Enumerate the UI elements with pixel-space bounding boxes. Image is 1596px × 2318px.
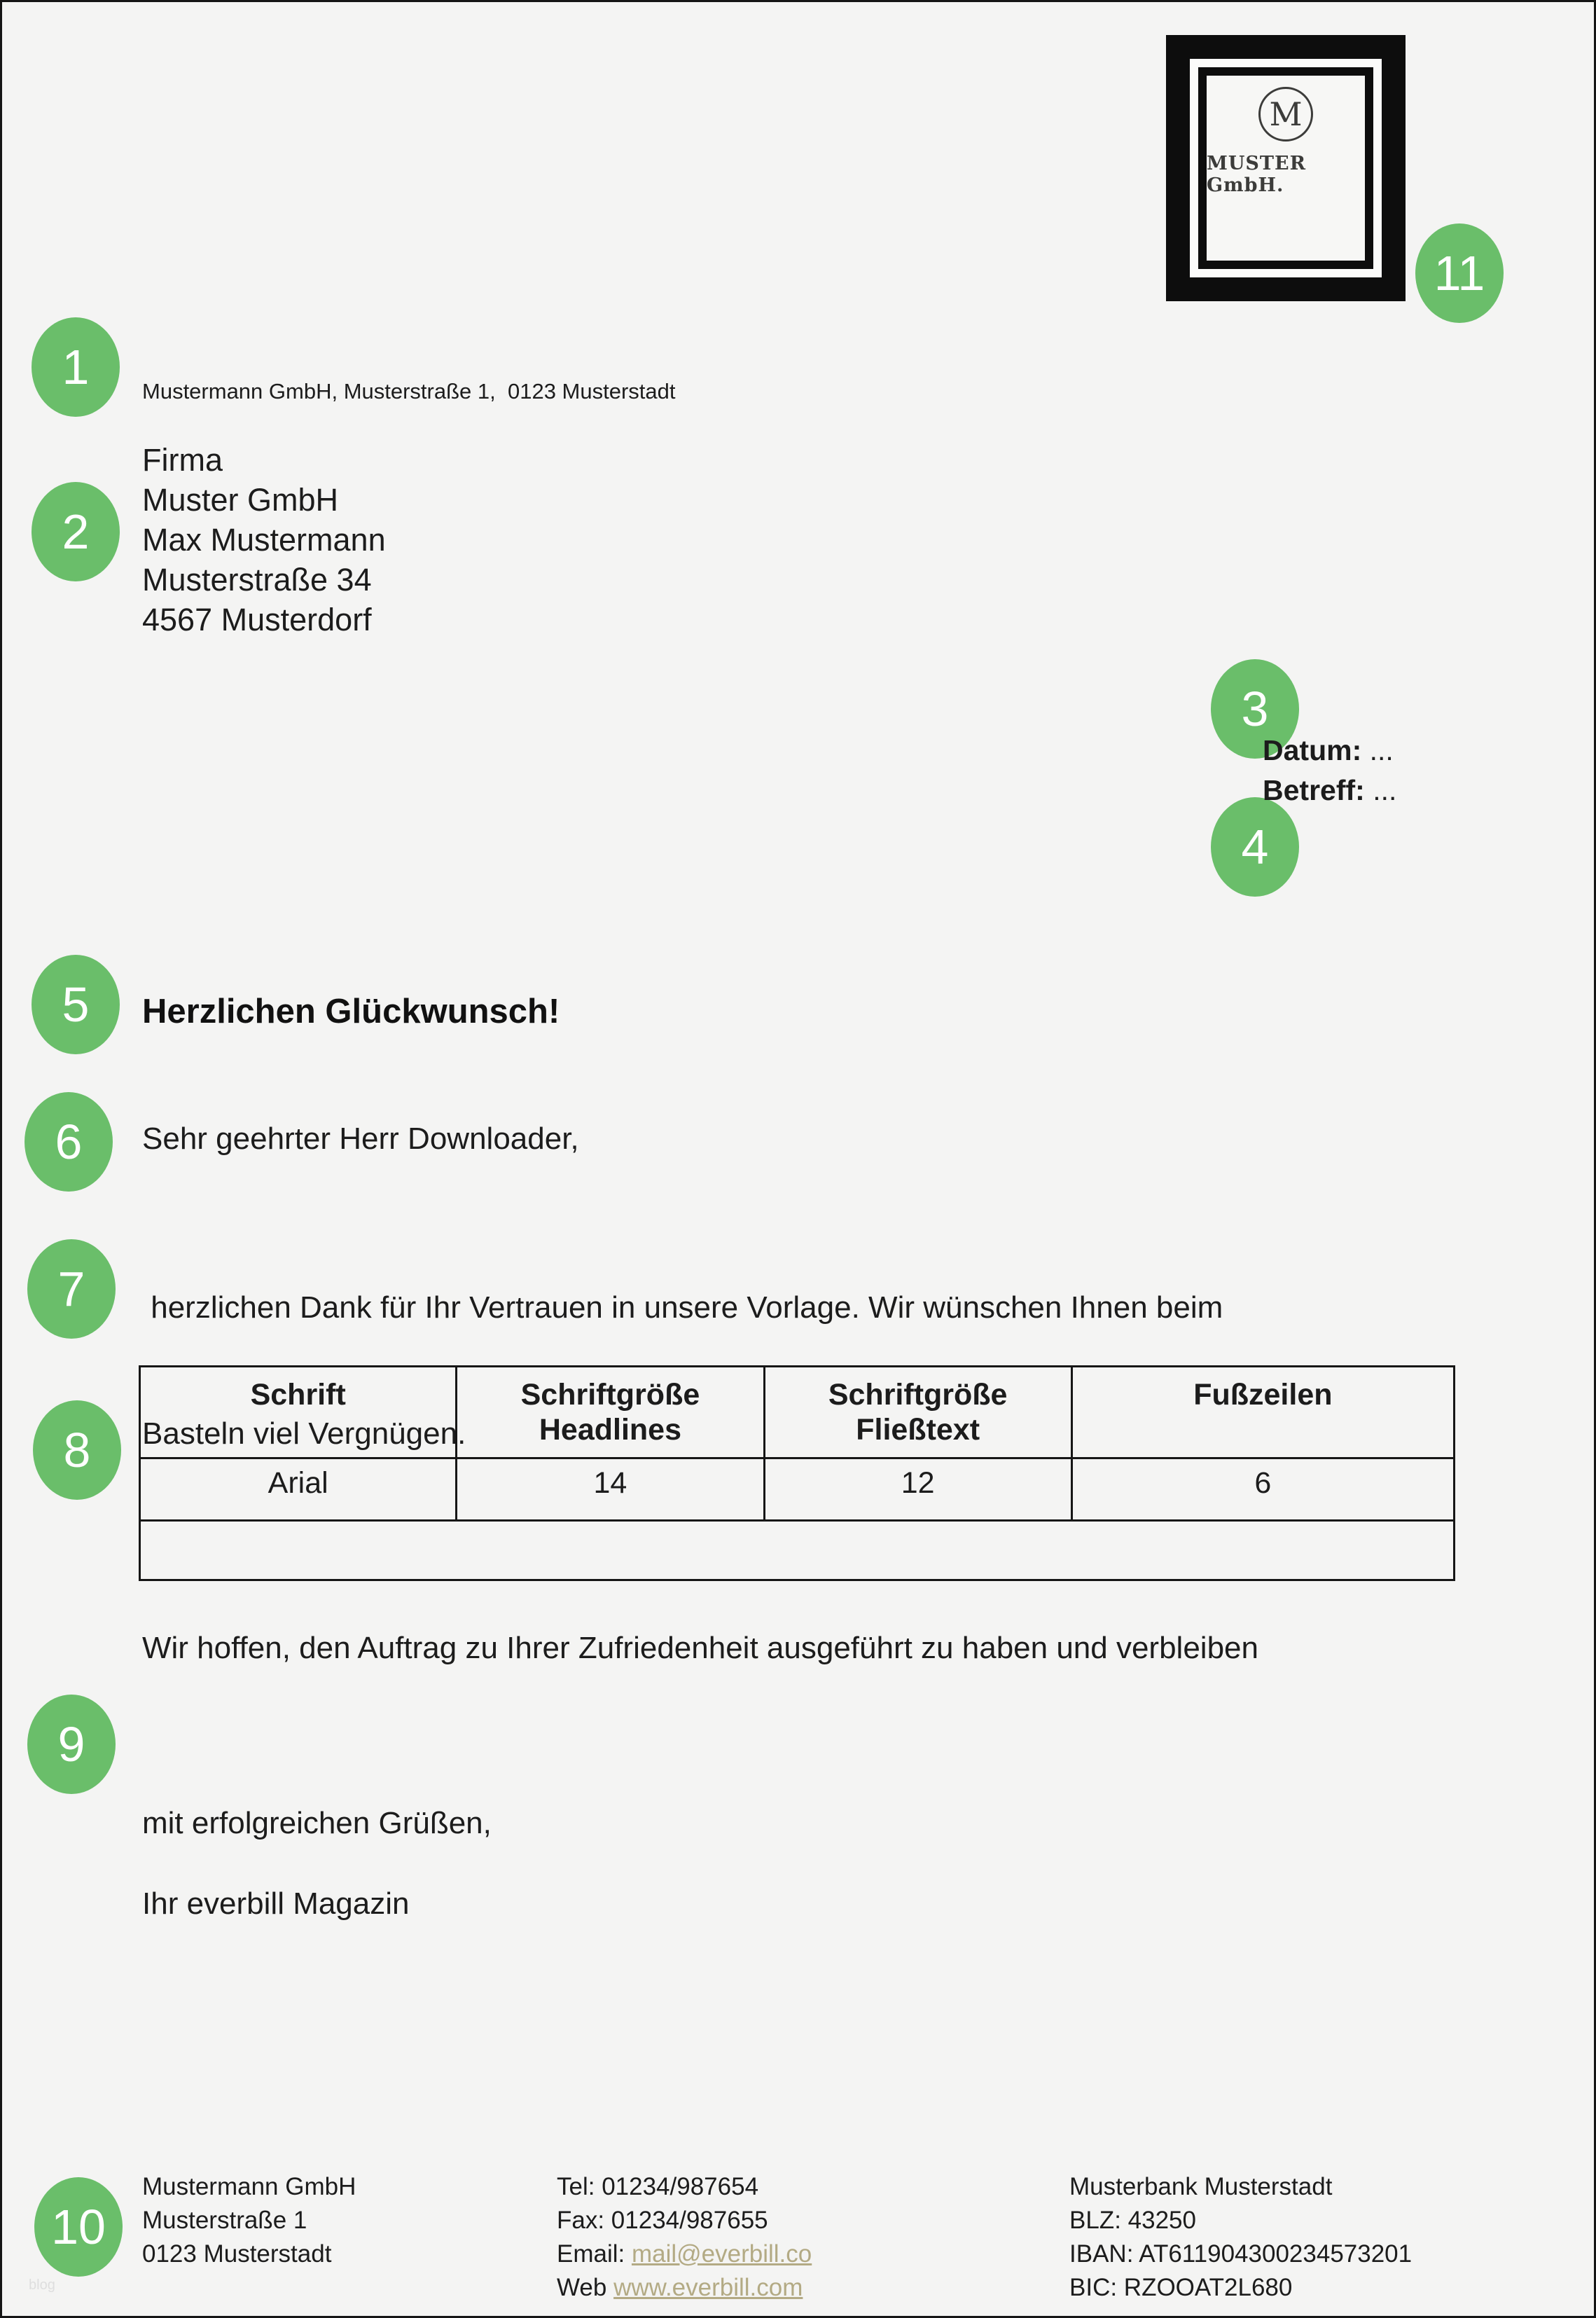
table-header-headlines: Schriftgröße Headlines [457,1367,764,1458]
footer-email-label: Email: [557,2240,632,2268]
annotation-badge-1: 1 [32,317,120,417]
footer-fax: Fax: 01234/987655 [557,2207,768,2234]
footer-bank-iban: IBAN: AT611904300234573201 [1069,2240,1413,2268]
footer-company-street: Musterstraße 1 [142,2207,307,2234]
footer-web-row [557,2271,812,2305]
font-settings-table [139,1365,1455,1581]
date-label: Datum: [1263,734,1362,766]
footer-web-label: Web [557,2274,614,2301]
logo-monogram-letter: M [1269,95,1303,133]
logo-company-name: MUSTER GmbH. [1207,153,1307,196]
footer-bank-name: Musterbank Musterstadt [1069,2173,1333,2200]
recipient-line: 4567 Musterdorf [142,602,372,637]
date-value: ... [1361,734,1394,766]
subject-label: Betreff: [1263,774,1365,806]
footer-bank-blz: BLZ: 43250 [1069,2207,1196,2234]
salutation-line: Sehr geehrter Herr Downloader, [142,1122,579,1156]
watermark-text: blog [29,2277,55,2293]
logo-inner-frame [1198,67,1373,269]
sender-address-line: Mustermann GmbH, Musterstraße 1, 0123 Musterstadt [142,379,676,403]
recipient-line: Musterstraße 34 [142,562,372,598]
body-paragraph-line: Basteln viel Vergnügen. [142,1416,466,1451]
table-cell-headline-size: 14 [457,1458,764,1521]
table-header-schrift: Schrift [140,1367,457,1458]
footer-company-name: Mustermann GmbH [142,2173,356,2200]
letter-headline: Herzlichen Glückwunsch! [142,993,560,1030]
subject-row [1263,771,1396,810]
footer-contact-column [557,2170,812,2305]
closing-signature: Ihr everbill Magazin [142,1886,410,1921]
table-row [140,1458,1455,1521]
table-header-fusszeilen: Fußzeilen [1071,1367,1454,1458]
footer-tel: Tel: 01234/987654 [557,2173,759,2200]
table-cell-body-size: 12 [764,1458,1071,1521]
footer-web-link[interactable]: www.everbill.com [613,2274,803,2301]
recipient-address-block [142,440,386,640]
table-header-fliesstext: Schriftgröße Fließtext [764,1367,1071,1458]
company-logo-stamp [1166,35,1406,301]
table-empty-row [140,1521,1455,1580]
logo-white-mat [1190,59,1382,277]
table-cell-footer-size: 6 [1071,1458,1454,1521]
footer-bank-column [1069,2170,1412,2305]
annotation-badge-9: 9 [27,1695,116,1794]
footer-bank-bic: BIC: RZOOAT2L680 [1069,2274,1293,2301]
footer-company-city: 0123 Musterstadt [142,2240,332,2268]
annotation-badge-6: 6 [25,1092,113,1192]
date-subject-block [1263,731,1396,810]
logo-monogram-icon [1258,87,1313,142]
footer-company-column [142,2170,356,2271]
annotation-badge-4: 4 [1211,797,1299,897]
date-row [1263,731,1396,771]
recipient-line: Firma [142,442,223,478]
annotation-badge-8: 8 [33,1400,121,1500]
recipient-line: Muster GmbH [142,482,339,518]
annotation-badge-2: 2 [32,482,120,581]
footer-email-row [557,2237,812,2271]
annotation-badge-10: 10 [34,2177,123,2277]
annotation-badge-3: 3 [1211,659,1299,759]
annotation-badge-7: 7 [27,1239,116,1339]
subject-value: ... [1364,774,1397,806]
table-cell-font: Arial [140,1458,457,1521]
annotation-badge-5: 5 [32,955,120,1054]
body-paragraph-line: herzlichen Dank für Ihr Vertrauen in unsere Vorlage. Wir wünschen Ihnen beim [142,1290,1223,1325]
recipient-line: Max Mustermann [142,522,386,558]
table-header-row [140,1367,1455,1458]
annotation-badge-11: 11 [1415,223,1504,323]
table-empty-cell [140,1521,1455,1580]
closing-sentence: Wir hoffen, den Auftrag zu Ihrer Zufriedenheit ausgeführt zu haben und verbleiben [142,1631,1258,1665]
closing-greeting: mit erfolgreichen Grüßen, [142,1806,492,1840]
footer-email-link[interactable]: mail@everbill.co [631,2240,812,2268]
